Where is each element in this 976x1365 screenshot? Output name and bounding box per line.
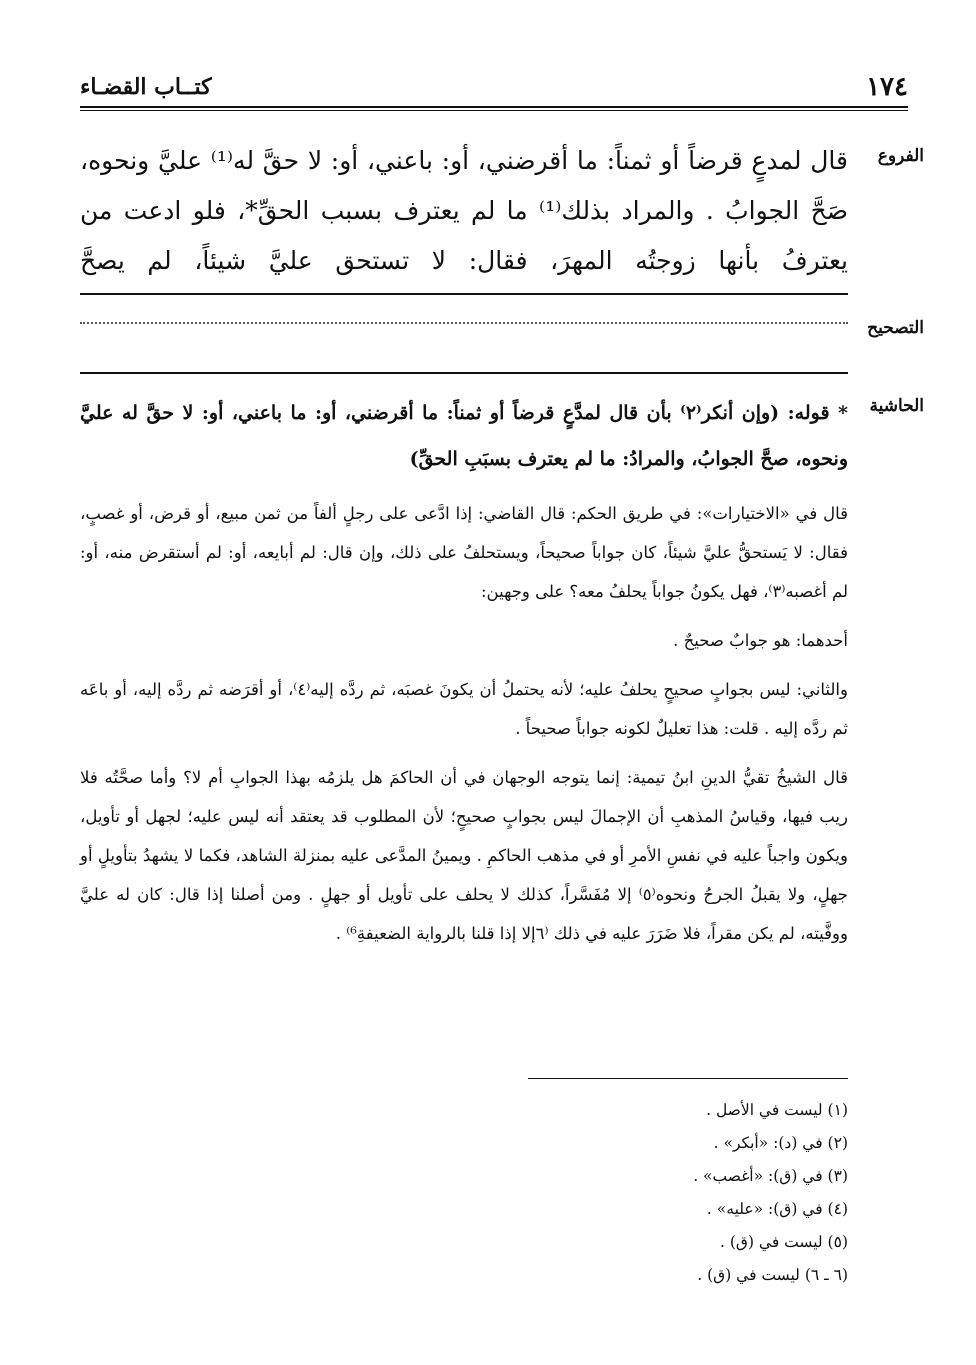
footnote: (٤) في (ق): «عليه» . [706, 1200, 848, 1218]
section-rule [80, 372, 848, 374]
hashiya-paragraph: والثاني: ليس بجوابٍ صحيحٍ يحلفُ عليه؛ لأنه يحتملُ أن يكونَ غصبَه، ثم ردَّه إليه⁽٤⁾، أو أقرَضه ثم ردَّه إليه، أو باعَه ثم ردَّه إليه . قلت: هذا تعليلٌ لكونه جواباً صحيحاً . [80, 680, 848, 738]
footnote: (٢) في (د): «أبكر» . [713, 1134, 848, 1152]
hashiya-body [80, 494, 848, 963]
furu-text: قال لمدعٍ قرضاً أو ثمناً: ما أقرضني، أو: باعني، أو: لا حقَّ له⁽¹⁾ عليَّ ونحوه، صَحَّ الجوابُ . والمراد بذلك⁽¹⁾ ما لم يعترف بسبب الحقِّ*، فلو ادعت من يعترفُ بأنها زوجتُه المهرَ، فقال: لا تستحق عليَّ شيئاً، لم يصحَّ [80, 146, 848, 275]
section-rule [80, 293, 848, 295]
label-hashiya: الحاشية [869, 396, 924, 416]
label-tashih: التصحيح [867, 318, 924, 338]
footnote: (٣) في (ق): «أغصب» . [693, 1167, 848, 1185]
footnote: (٥) ليست في (ق) . [720, 1233, 848, 1251]
hashiya-paragraph: أحدهما: هو جوابٌ صحيحٌ . [673, 631, 848, 650]
hashiya-paragraph: قال الشيخُ تقيُّ الدينِ ابنُ تيمية: إنما يتوجه الوجهان في أن الحاكمَ هل يلزمُه بهذا الجوابِ أم لا؟ وأما صحَّتُه فلا ريب فيها، وقياسُ المذهبِ أن الإجمالَ ليس بجوابٍ صحيحٍ؛ لأن المطلوب قد يعتقد أنه ليس عليه؛ لجهل أو تأويل، ويكون واجباً عليه في نفسِ الأمرِ أو في مذهب الحاكمِ . ويمينُ المدَّعى عليه بمنزلة الشاهد، فكما لا يشهدُ بتأويلٍ أو جهلٍ، ولا يقبلُ الجرحُ ونحوه⁽٥⁾ إلا مُفَسَّراً، كذلك لا يحلف على تأويل أو جهلٍ . ومن أصلنا إذا قال: كان له عليَّ ووفَّيته، لم يكن مقراً، فلا ضَرَرَ عليه في ذلك ⁽٦إلا إذا قلنا بالرواية الضعيفةِ⁶⁾ . [80, 768, 848, 943]
page-header [80, 72, 908, 104]
page-number: ١٧٤ [866, 72, 908, 102]
footnote: (٦ ـ ٦) ليست في (ق) . [697, 1266, 848, 1284]
header-rule-thin [80, 110, 908, 111]
header-rule [80, 106, 908, 108]
hashiya-quoted-text: * قوله: (وإن أنكر⁽٢⁾ بأن قال لمدَّعٍ قرضاً أو ثمناً: ما أقرضني، أو: ما باعني، أو: لا حقَّ له عليَّ ونحوه، صحَّ الجوابُ، والمرادُ: ما لم يعترف بسبَبِ الحقِّ) [80, 402, 848, 470]
running-title: كتــاب القضـاء [80, 74, 212, 100]
footnote-rule [528, 1078, 848, 1079]
label-furu: الفروع [877, 146, 924, 166]
footnote: (١) ليست في الأصل . [706, 1101, 848, 1119]
tashih-dotted-line [80, 322, 848, 324]
footnotes [300, 1094, 848, 1292]
hashiya-paragraph: قال في «الاختيارات»: في طريق الحكم: قال القاضي: إذا ادَّعى على رجلٍ ألفاً من ثمن مبيع، أو قرض، أو غصبٍ، فقال: لا يَستحقُّ عليَّ شيئاً، كان جواباً صحيحاً، ويستحلفُ على ذلك، وإن قال: لم أبايعه، أو: لم أستقرض منه، أو: لم أغصبه⁽٣⁾، فهل يكونُ جواباً يحلفُ معه؟ على وجهين: [80, 504, 848, 601]
